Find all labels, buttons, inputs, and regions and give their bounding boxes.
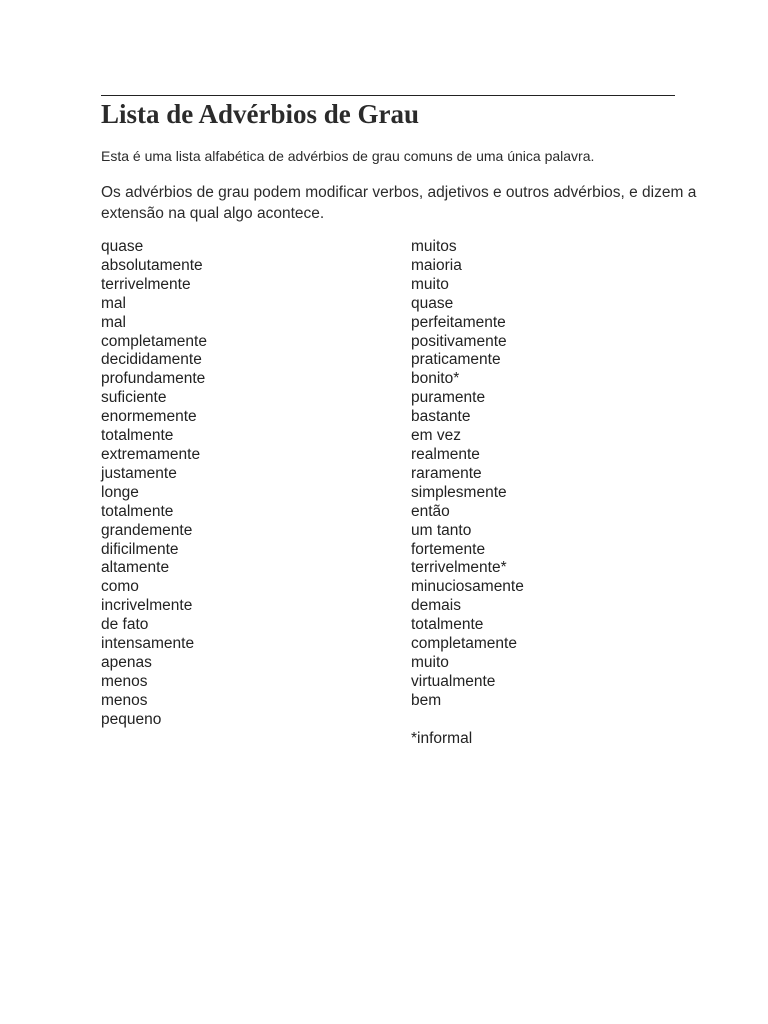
list-item: bem	[411, 691, 442, 709]
list-item: em vez	[411, 427, 461, 445]
list-item: menos	[101, 691, 148, 709]
list-item: extremamente	[101, 445, 201, 463]
list-item: decididamente	[101, 351, 202, 369]
list-item: muito	[411, 275, 449, 293]
list-item: incrivelmente	[101, 597, 193, 615]
list-item: maioria	[411, 256, 462, 274]
list-item: perfeitamente	[411, 313, 506, 331]
footnote: *informal	[411, 730, 473, 747]
list-item: fortemente	[411, 540, 486, 558]
list-item: grandemente	[101, 521, 193, 539]
list-item: apenas	[101, 653, 152, 671]
list-item: longe	[101, 483, 139, 501]
list-item: quase	[101, 238, 144, 255]
list-item: um tanto	[411, 521, 472, 539]
list-item: pequeno	[101, 710, 162, 728]
list-item: raramente	[411, 464, 482, 482]
list-item: totalmente	[101, 502, 174, 520]
list-item: suficiente	[101, 389, 167, 407]
list-item: terrivelmente*	[411, 559, 507, 577]
list-item: dificilmente	[101, 540, 179, 558]
list-item: justamente	[101, 464, 177, 482]
list-item: bastante	[411, 408, 471, 426]
list-item: muitos	[411, 238, 457, 255]
list-item: de fato	[101, 616, 149, 634]
top-divider	[101, 95, 675, 96]
list-item: completamente	[411, 635, 517, 653]
list-item: positivamente	[411, 332, 507, 350]
list-item: muito	[411, 653, 449, 671]
list-item: bonito*	[411, 370, 460, 388]
page-title: Lista de Advérbios de Grau	[101, 99, 420, 129]
list-item: quase	[411, 294, 454, 312]
list-item: virtualmente	[411, 672, 496, 690]
list-item: mal	[101, 313, 126, 331]
list-item: realmente	[411, 445, 480, 463]
list-item: simplesmente	[411, 483, 507, 501]
list-item: então	[411, 502, 450, 520]
list-item: praticamente	[411, 351, 501, 369]
list-item: puramente	[411, 389, 486, 407]
list-item: completamente	[101, 332, 207, 350]
list-item: como	[101, 578, 139, 596]
list-item: totalmente	[411, 616, 484, 634]
list-item: mal	[101, 294, 126, 312]
description-paragraph: Os advérbios de grau podem modificar verbos, adjetivos e outros advérbios, e dizem a extensão na qual algo acontece.	[101, 184, 697, 222]
list-item: terrivelmente	[101, 275, 191, 293]
right-adverb-column	[411, 238, 524, 711]
intro-paragraph: Esta é uma lista alfabética de advérbios de grau comuns de uma única palavra.	[101, 148, 595, 164]
list-item: intensamente	[101, 635, 195, 653]
list-item: profundamente	[101, 370, 206, 388]
left-adverb-column	[101, 238, 207, 730]
list-item: menos	[101, 672, 148, 690]
list-item: enormemente	[101, 408, 197, 426]
list-item: demais	[411, 597, 461, 615]
list-item: minuciosamente	[411, 578, 524, 596]
list-item: totalmente	[101, 427, 174, 445]
list-item: absolutamente	[101, 256, 203, 274]
list-item: altamente	[101, 559, 170, 577]
